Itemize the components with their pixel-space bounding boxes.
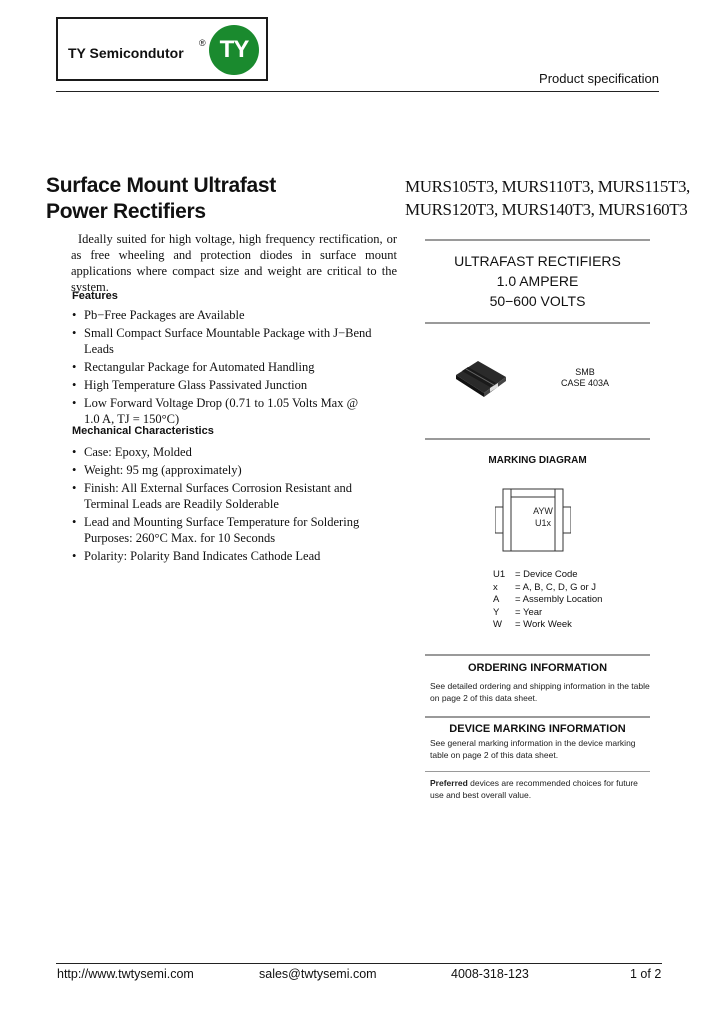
marking-code-line-2: U1x (534, 518, 552, 528)
legend-value: = Year (515, 606, 543, 618)
legend-value: = A, B, C, D, G or J (515, 581, 597, 593)
package-case: CASE 403A (560, 378, 610, 388)
preferred-bold: Preferred (430, 778, 468, 788)
ratings-line-1: ULTRAFAST RECTIFIERS (454, 253, 621, 269)
device-marking-top-rule (425, 716, 650, 718)
legend-row (493, 569, 602, 582)
ratings-line-2: 1.0 AMPERE (496, 273, 579, 289)
company-name: TY Semicondutor (68, 45, 184, 61)
logo-letters: TY (219, 36, 249, 63)
phone-number: 4008-318-123 (451, 967, 529, 981)
preferred-note (430, 778, 652, 801)
part-numbers-line-2: MURS120T3, MURS140T3, MURS160T3 (405, 200, 688, 219)
document-title (46, 173, 276, 225)
ratings-summary (425, 251, 650, 311)
legend-value: = Work Week (515, 619, 572, 631)
company-logo (56, 17, 268, 81)
title-line-2: Power Rectifiers (46, 200, 206, 223)
legend-key: U1 (493, 569, 506, 580)
legend-key: Y (493, 606, 500, 618)
intro-paragraph: Ideally suited for high voltage, high frequency rectification, or as free wheeling and protection diodes in surface mount applications where compact size and weight are critical to the system. (71, 232, 397, 294)
features-list (72, 307, 402, 429)
mechanical-item: • Finish: All External Surfaces Corrosion Resistant and Terminal Leads are Readily Solderable (72, 480, 394, 512)
mechanical-item: • Lead and Mounting Surface Temperature for Soldering Purposes: 260°C Max. for 10 Seconds (72, 514, 399, 546)
device-marking-text: See general marking information in the device marking table on page 2 of this data sheet. (430, 738, 636, 760)
mechanical-item: • Weight: 95 mg (approximately) (72, 462, 402, 478)
marking-code-line-1: AYW (533, 506, 553, 516)
legend-key: A (493, 594, 500, 606)
features-heading: Features (72, 290, 118, 302)
ratings-top-rule (425, 239, 650, 241)
ordering-top-rule (425, 654, 650, 656)
legend-row (493, 582, 602, 595)
smb-package-icon (452, 357, 510, 399)
legend-value: = Device Code (515, 569, 578, 580)
legend-row (493, 607, 602, 620)
mechanical-list (72, 444, 402, 566)
page-number: 1 of 2 (630, 967, 662, 981)
marking-diagram-icon (495, 487, 571, 553)
mechanical-item: • Polarity: Polarity Band Indicates Cathode Lead (72, 548, 402, 564)
marking-diagram-title: MARKING DIAGRAM (488, 455, 587, 466)
registered-mark: ® (199, 38, 206, 48)
ordering-info-title: ORDERING INFORMATION (467, 662, 608, 674)
feature-item: • Rectangular Package for Automated Handling (72, 359, 402, 375)
marking-legend (493, 569, 602, 632)
ty-logo-icon (209, 25, 259, 75)
legend-key: W (493, 619, 502, 631)
legend-value: = Assembly Location (515, 594, 603, 606)
feature-item: • Pb−Free Packages are Available (72, 307, 402, 323)
preferred-text: devices are recommended choices for future use and best overall value. (430, 778, 638, 800)
marking-top-rule (425, 438, 650, 440)
mechanical-item: • Case: Epoxy, Molded (72, 444, 402, 460)
package-name: SMB (575, 367, 595, 377)
legend-row (493, 619, 602, 632)
preferred-top-rule (425, 771, 650, 772)
device-marking-title: DEVICE MARKING INFORMATION (449, 723, 626, 735)
feature-item: • High Temperature Glass Passivated Junction (72, 377, 402, 393)
product-specification-label: Product specification (539, 71, 659, 86)
feature-item: • Low Forward Voltage Drop (0.71 to 1.05 Volts Max @ 1.0 A, TJ = 150°C) (72, 395, 364, 427)
email-link[interactable]: sales@twtysemi.com (259, 967, 377, 981)
legend-key: x (493, 581, 498, 593)
header-divider (56, 91, 659, 92)
package-label (540, 367, 630, 389)
legend-row (493, 594, 602, 607)
footer-divider (56, 963, 662, 964)
ratings-bottom-rule (425, 322, 650, 324)
feature-item: • Small Compact Surface Mountable Package with J−Bend Leads (72, 325, 402, 357)
ordering-info-text: See detailed ordering and shipping information in the table on page 2 of this data sheet. (430, 681, 650, 703)
part-numbers-line-1: MURS105T3, MURS110T3, MURS115T3, (405, 177, 690, 196)
mechanical-heading: Mechanical Characteristics (72, 425, 214, 437)
website-link[interactable]: http://www.twtysemi.com (57, 967, 194, 981)
ratings-line-3: 50−600 VOLTS (489, 293, 586, 309)
part-numbers (405, 175, 690, 221)
title-line-1: Surface Mount Ultrafast (46, 174, 276, 197)
